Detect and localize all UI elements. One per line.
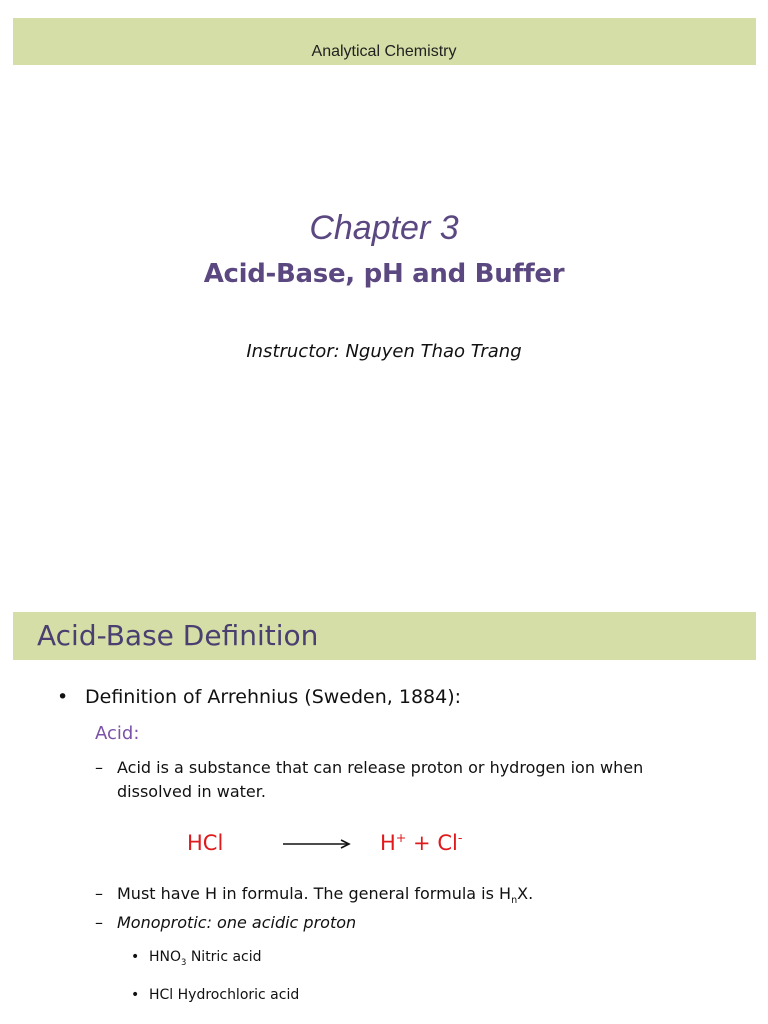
bullet-dot-icon: • [131,949,140,965]
slide-subtitle: Acid-Base, pH and Buffer [203,259,565,289]
equation-reactant: HCl [187,831,224,855]
formula-note [95,882,533,906]
formula-note-sub: n [511,895,518,907]
example-name: Hydrochloric acid [173,987,300,1003]
product-h-charge: + [395,830,407,845]
monoprotic-line [95,911,356,935]
example-item [131,949,262,965]
bullet-arrhenius [57,686,461,708]
dash-icon: – [95,884,103,903]
header-title: Analytical Chemistry [311,43,457,60]
product-h: H [380,831,396,855]
monoprotic-text: Monoprotic: one acidic proton [117,913,357,932]
product-plus: + [406,831,438,855]
product-cl: Cl [437,831,458,855]
instructor-line: Instructor: Nguyen Thao Trang [246,341,522,362]
formula-note-prefix: Must have H in formula. The general formula is H [117,884,512,903]
acid-label: Acid: [95,723,140,744]
bullet-dot-icon: • [131,987,140,1003]
formula-note-suffix: X. [517,884,534,903]
definition-line-1: Acid is a substance that can release proton or hydrogen ion when [117,758,644,777]
chapter-title: Chapter 3 [309,209,459,247]
example-formula: HCl [149,987,174,1003]
section-title: Acid-Base Definition [37,619,319,652]
product-cl-charge: - [457,830,463,845]
reaction-arrow-icon [283,837,353,851]
dash-icon: – [95,758,103,777]
definition-line-2: dissolved in water. [117,782,266,801]
dash-icon: – [95,913,103,932]
bullet-text: Definition of Arrehnius (Sweden, 1884): [85,686,462,708]
bullet-dot-icon: • [57,686,69,708]
acid-definition [95,756,643,804]
example-name: Nitric acid [186,949,262,965]
example-formula: HNO [149,949,182,965]
equation-products [380,831,462,855]
example-formula-sub: 3 [181,956,187,967]
example-item [131,987,299,1003]
